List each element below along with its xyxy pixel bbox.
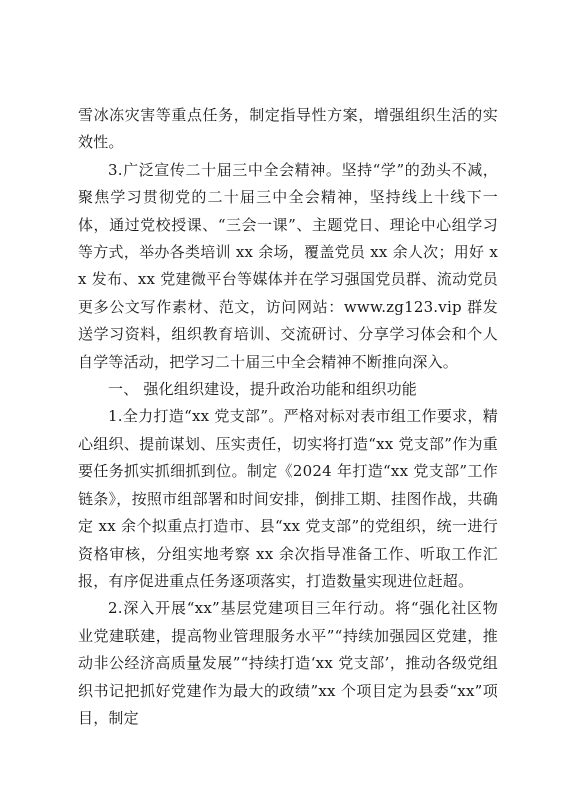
document-body bbox=[78, 102, 498, 732]
paragraph-three-year-action: 2.深入开展“xx”基层党建项目三年行动。将“强化社区物业党建联建，提高物业管理服务水平”“持续加强园区党建，推动非公经济高质量发展”“持续打造‘xx 党支部’，推动各级党组织书记把抓好党建作为最大的政绩”xx 个项目定为县委“xx”项目，制定 bbox=[78, 599, 498, 727]
paragraph-build-branch: 1.全力打造“xx 党支部”。严格对标对表市组工作要求，精心组织、提前谋划、压实责任，切实将打造“xx 党支部”作为重要任务抓实抓细抓到位。制定《2024 年打造“xx 党支部”工作链条》，按照市组部署和时间安排，倒排工期、挂图作战，共确定 xx 余个拟重点打造市、县“xx 党支部”的党组织，统一进行资格审核，分组实地考察 xx 余次指导准备工作、听取工作汇报，有序促进重点任务逐项落实，打造数量实现进位赶超。 bbox=[78, 407, 498, 590]
section-heading: 一、 强化组织建设，提升政治功能和组织功能 bbox=[108, 380, 417, 399]
paragraph-continuation: 雪冰冻灾害等重点任务，制定指导性方案，增强组织生活的实效性。 bbox=[78, 106, 498, 152]
paragraph-study-spirit: 3.广泛宣传二十届三中全会精神。坚持“学”的劲头不减，聚焦学习贯彻党的二十届三中全会精神，坚持线上十线下一体，通过党校授课、“三会一课”、主题党日、理论中心组学习等方式，举办各类培训 xx 余场，覆盖党员 xx 余人次；用好 xx 发布、xx 党建微平台等媒体并在学习强国党员群、流动党员更多公文写作素材、范文，访问网站：www.zg123.vip 群发送学习资料，组织教育培训、交流研讨、分享学习体会和个人自学等活动，把学习二十届三中全会精神不断推向深入。 bbox=[78, 160, 498, 371]
